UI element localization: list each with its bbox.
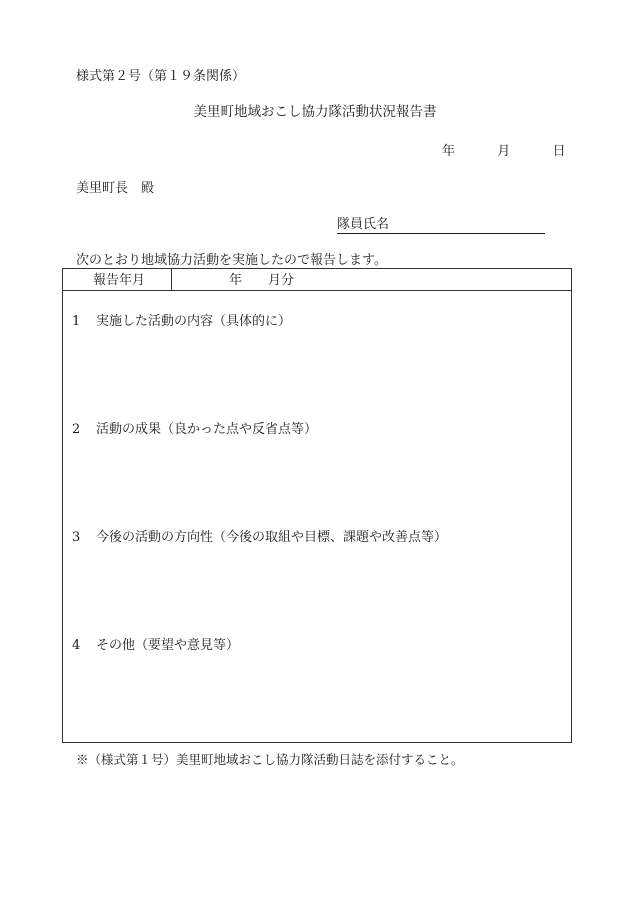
section-activities[interactable] [72, 315, 291, 328]
member-name-field[interactable] [337, 218, 545, 234]
section-results[interactable] [72, 423, 317, 436]
section-title: 活動の成果（良かった点や反省点等） [96, 422, 318, 437]
section-number: 4 [72, 638, 81, 653]
section-number: 3 [72, 530, 81, 545]
section-future-direction[interactable] [72, 531, 447, 544]
section-title: 今後の活動の方向性（今後の取組や目標、課題や改善点等） [96, 530, 448, 545]
date-year-label: 年 [442, 144, 456, 159]
report-period-label: 報告年月 [93, 273, 146, 288]
addressee: 美里町長 殿 [76, 181, 155, 196]
section-number: 1 [72, 314, 81, 329]
section-title: その他（要望や意見等） [96, 638, 240, 653]
date-day-label: 日 [552, 144, 566, 159]
section-number: 2 [72, 422, 81, 437]
date-month-label: 月 [497, 144, 511, 159]
section-title: 実施した活動の内容（具体的に） [96, 314, 292, 329]
report-box [62, 268, 572, 743]
report-period-row [63, 269, 571, 291]
report-period-divider [171, 269, 172, 290]
report-period-value[interactable]: 年 月分 [229, 273, 295, 288]
footnote: ※（様式第１号）美里町地域おこし協力隊活動日誌を添付すること。 [76, 752, 464, 767]
document-title: 美里町地域おこし協力隊活動状況報告書 [193, 104, 437, 120]
member-name-label: 隊員氏名 [337, 217, 390, 232]
date-line [442, 145, 566, 158]
intro-text: 次のとおり地域協力活動を実施したので報告します。 [76, 253, 387, 268]
section-other[interactable] [72, 639, 239, 652]
form-number: 様式第２号（第１９条関係） [76, 69, 246, 84]
